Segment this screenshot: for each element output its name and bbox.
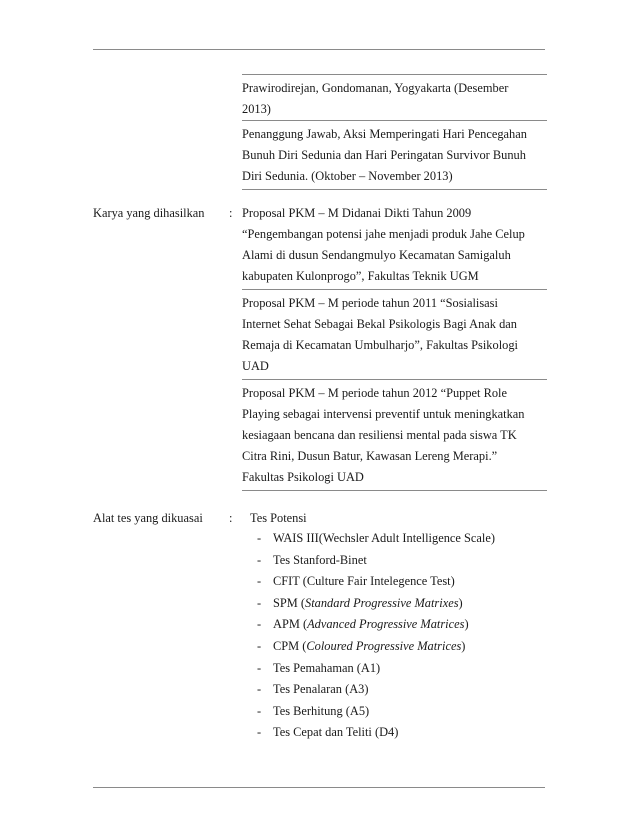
section-label-karya: Karya yang dihasilkan [93,206,205,220]
list-dash: - [257,574,262,589]
table-cell-line: “Pengembangan potensi jahe menjadi produk Jahe Celup [242,227,525,241]
list-item [257,571,547,593]
list-item-text: CFIT (Culture Fair Intelegence Test) [273,574,455,589]
list-item-italic: Coloured Progressive Matrices [306,638,462,653]
table-cell-line: Internet Sehat Sebagai Bekal Psikologis Bagi Anak dan [242,317,517,331]
table-cell-line: Prawirodirejan, Gondomanan, Yogyakarta (Desember [242,81,509,95]
table-cell-line: Fakultas Psikologi UAD [242,470,364,484]
list-item-italic: Advanced Progressive Matrices [307,617,465,632]
list-item-suffix: ) [458,595,463,610]
test-list [257,528,547,744]
table-cell-line: Penanggung Jawab, Aksi Memperingati Hari Pencegahan [242,127,527,141]
list-item [257,614,547,636]
list-item-suffix: ) [461,638,466,653]
list-item [257,658,547,680]
table-cell-line: Proposal PKM – M periode tahun 2011 “Sosialisasi [242,296,498,310]
list-dash: - [257,617,262,632]
table-cell-line: Playing sebagai intervensi preventif untuk meningkatkan [242,407,525,421]
list-item [257,679,547,701]
table-cell-line: Diri Sedunia. (Oktober – November 2013) [242,169,453,183]
section-label-alat-tes: Alat tes yang dikuasai [93,511,203,525]
table-cell-line: kabupaten Kulonprogo”, Fakultas Teknik UGM [242,269,479,283]
experience-table-continued [242,74,547,190]
table-cell-line: Alami di dusun Sendangmulyo Kecamatan Samigaluh [242,248,511,262]
table-cell-line: UAD [242,359,269,373]
list-item-text: Tes Stanford-Binet [273,552,367,567]
karya-table [242,203,547,491]
list-dash: - [257,595,262,610]
list-item-prefix: SPM ( [273,595,306,610]
table-cell-line: Bunuh Diri Sedunia dan Hari Peringatan Survivor Bunuh [242,148,526,162]
table-cell-line: Proposal PKM – M Didanai Dikti Tahun 2009 [242,206,472,220]
table-row [242,74,547,120]
list-dash: - [257,682,262,697]
list-dash: - [257,725,262,740]
list-dash: - [257,552,262,567]
list-dash: - [257,703,262,718]
table-row [242,120,547,190]
label-colon: : [229,511,233,525]
page-bottom-rule [93,787,545,788]
table-cell-line: Remaja di Kecamatan Umbulharjo”, Fakultas Psikologi [242,338,518,352]
list-dash: - [257,660,262,675]
table-cell-line: kesiagaan bencana dan resiliensi mental pada siswa TK [242,428,517,442]
label-colon: : [229,206,233,220]
list-item [257,528,547,550]
table-cell-line: Proposal PKM – M periode tahun 2012 “Puppet Role [242,386,508,400]
list-item-text: WAIS III(Wechsler Adult Intelligence Scale) [273,531,495,545]
list-item-text: Tes Berhitung (A5) [273,703,370,718]
list-item [257,550,547,572]
table-cell-line: 2013) [242,102,271,116]
list-item-text: Tes Penalaran (A3) [273,682,369,697]
list-item [257,593,547,615]
table-row [242,379,547,491]
list-dash: - [257,531,262,545]
list-item-suffix: ) [464,617,469,632]
page-top-rule [93,49,545,50]
table-cell-line: Citra Rini, Dusun Batur, Kawasan Lereng Merapi.” [242,449,498,463]
list-item-text: Tes Pemahaman (A1) [273,660,381,675]
list-item [257,722,547,744]
table-row [242,203,547,289]
list-item-prefix: APM ( [273,617,308,632]
list-item-prefix: CPM ( [273,638,307,653]
list-item [257,701,547,723]
test-group-title: Tes Potensi [250,511,307,525]
list-item-text: Tes Cepat dan Teliti (D4) [273,725,399,740]
table-row [242,289,547,379]
list-item-italic: Standard Progressive Matrixes [305,595,459,610]
list-dash: - [257,638,262,653]
list-item [257,636,547,658]
